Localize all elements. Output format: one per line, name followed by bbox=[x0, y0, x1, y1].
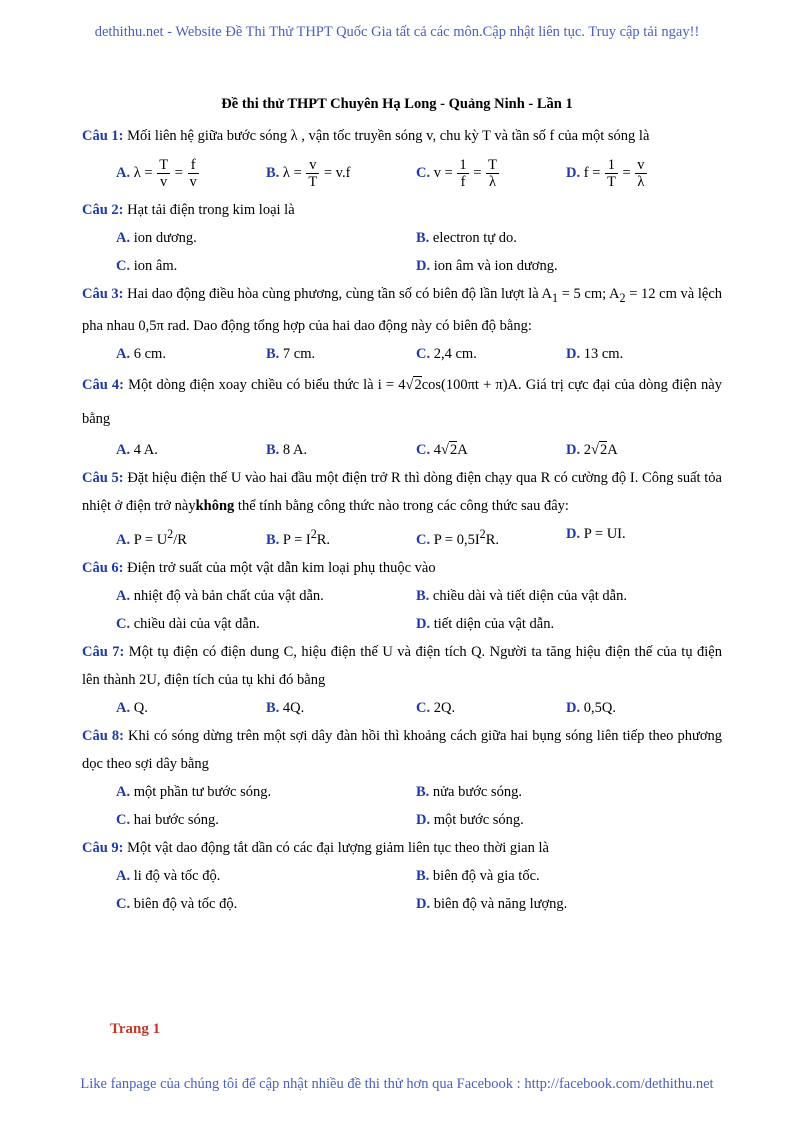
option-b[interactable] bbox=[416, 778, 716, 806]
option-text: R. bbox=[485, 531, 499, 548]
option-text: ion dương. bbox=[133, 230, 197, 246]
exam-title: Đề thi thử THPT Chuyên Hạ Long - Quảng Ninh - Lần 1 bbox=[221, 96, 573, 112]
option-text: 7 cm. bbox=[282, 345, 316, 362]
superscript: 2 bbox=[479, 526, 486, 541]
option-text: Q. bbox=[133, 699, 148, 716]
question-8 bbox=[82, 722, 722, 778]
question-text: Đặt hiệu điện thế U vào hai đầu một điện trở R thì dòng điện chạy qua R có cường độ I. Công suất tỏa nhiệt ở điện trở này bbox=[82, 469, 722, 514]
question-text: . Giá trị cực đại của dòng điện này bằng bbox=[82, 376, 722, 427]
option-a[interactable]: A. λ = $\frac{T}{v}$ = $\frac{f}{v}$ bbox=[116, 157, 197, 191]
option-label: A. bbox=[116, 699, 131, 716]
option-text: A bbox=[607, 441, 618, 458]
emphasis-text: không bbox=[195, 497, 235, 514]
option-c[interactable]: C. v = $\frac{1}{f}$ = $\frac{T}{\lambda}$ bbox=[416, 157, 497, 191]
question-label: Câu 4: bbox=[82, 376, 124, 393]
option-text: 0,5Q. bbox=[583, 699, 616, 716]
option-label: B. bbox=[416, 230, 430, 246]
exam-content bbox=[82, 122, 722, 918]
question-2 bbox=[82, 196, 722, 224]
option-text: một phần tư bước sóng. bbox=[133, 783, 272, 800]
option-d[interactable] bbox=[416, 252, 716, 280]
option-text: chiều dài và tiết diện của vật dẫn. bbox=[432, 587, 627, 604]
question-6 bbox=[82, 554, 722, 582]
option-b[interactable]: B. λ = $\frac{v}{T}$ = v.f bbox=[266, 157, 351, 191]
option-d[interactable] bbox=[566, 694, 716, 722]
option-a[interactable] bbox=[116, 224, 416, 252]
superscript: 2 bbox=[310, 526, 317, 541]
question-5-options bbox=[82, 520, 722, 554]
option-label: D. bbox=[416, 895, 431, 912]
question-label: Câu 6: bbox=[82, 559, 124, 576]
footer-link[interactable]: Like fanpage của chúng tôi để cập nhật nhiều đề thi thử hơn qua Facebook : http://facebook.com/dethithu.net bbox=[80, 1076, 714, 1092]
page-number: Trang 1 bbox=[110, 1021, 161, 1037]
option-b[interactable] bbox=[266, 436, 416, 464]
option-b[interactable] bbox=[266, 694, 416, 722]
question-9-options bbox=[82, 862, 722, 918]
option-c[interactable] bbox=[116, 610, 416, 638]
option-c[interactable]: C. 4√2A bbox=[416, 441, 468, 458]
question-label: Câu 8: bbox=[82, 727, 124, 744]
question-7 bbox=[82, 638, 722, 694]
question-text: Điện trở suất của một vật dẫn kim loại phụ thuộc vào bbox=[127, 559, 436, 576]
option-label: B. bbox=[416, 867, 430, 884]
option-label: A. bbox=[116, 783, 131, 800]
option-text: 8 A. bbox=[282, 441, 308, 458]
option-text: 6 cm. bbox=[133, 345, 166, 362]
question-text: Một dòng điện xoay chiều có biểu thức là i = 4 bbox=[128, 376, 406, 393]
question-text: Hai dao động điều hòa cùng phương, cùng tần số có biên độ lần lượt là A bbox=[127, 286, 553, 302]
option-a[interactable] bbox=[116, 520, 266, 554]
option-a[interactable] bbox=[116, 340, 266, 368]
option-text: 4Q. bbox=[282, 699, 305, 716]
option-text: P = 0,5I bbox=[433, 531, 480, 548]
option-d[interactable]: D. 2√2A bbox=[566, 441, 618, 458]
option-text: 2 bbox=[583, 441, 591, 458]
option-label: B. bbox=[266, 165, 280, 181]
option-text: tiết diện của vật dẫn. bbox=[433, 615, 555, 632]
sqrt-arg: 2 bbox=[599, 441, 608, 458]
option-label: B. bbox=[266, 441, 280, 458]
option-text: P = I bbox=[282, 531, 311, 548]
option-label: D. bbox=[566, 699, 581, 716]
question-text: Mối liên hệ giữa bước sóng λ , vận tốc truyền sóng v, chu kỳ T và tần số f của một sóng là bbox=[127, 128, 650, 144]
option-a[interactable] bbox=[116, 778, 416, 806]
option-label: C. bbox=[116, 615, 131, 632]
question-label: Câu 5: bbox=[82, 469, 124, 486]
question-4: Câu 4: Một dòng điện xoay chiều có biểu thức là i = 4√2cos(100πt + π)A. Giá trị cực đại của dòng điện này bằng bbox=[82, 376, 722, 427]
question-label: Câu 2: bbox=[82, 202, 124, 218]
option-c[interactable] bbox=[116, 890, 416, 918]
question-label: Câu 7: bbox=[82, 643, 125, 660]
header-banner-link[interactable]: dethithu.net - Website Đề Thi Thử THPT Quốc Gia tất cả các môn.Cập nhật liên tục. Truy cập tải ngay!! bbox=[94, 24, 700, 40]
option-d[interactable]: D. f = $\frac{1}{T}$ = $\frac{v}{\lambda}$ bbox=[566, 157, 645, 191]
option-label: B. bbox=[266, 345, 280, 362]
question-1 bbox=[82, 122, 722, 150]
option-c[interactable] bbox=[416, 520, 566, 554]
question-3 bbox=[82, 280, 722, 340]
option-label: A. bbox=[116, 441, 131, 458]
option-text: R. bbox=[316, 531, 331, 548]
question-2-options bbox=[82, 224, 722, 280]
option-a[interactable] bbox=[116, 694, 266, 722]
question-1-options bbox=[82, 150, 722, 196]
option-label: C. bbox=[116, 895, 131, 912]
option-c[interactable] bbox=[116, 806, 416, 834]
option-d[interactable] bbox=[416, 610, 716, 638]
option-label: C. bbox=[416, 345, 431, 362]
question-6-options bbox=[82, 582, 722, 638]
option-text: một bước sóng. bbox=[433, 811, 524, 828]
option-label: C. bbox=[116, 258, 131, 274]
option-label: A. bbox=[116, 345, 131, 362]
option-label: C. bbox=[416, 699, 431, 716]
sqrt-arg: 2 bbox=[414, 376, 422, 393]
option-text: 13 cm. bbox=[583, 345, 624, 362]
option-label: B. bbox=[266, 531, 280, 548]
option-text: biên độ và tốc độ. bbox=[133, 895, 238, 912]
question-text: Hạt tải điện trong kim loại là bbox=[127, 202, 295, 218]
option-label: D. bbox=[416, 615, 431, 632]
option-text: biên độ và năng lượng. bbox=[433, 895, 568, 912]
question-label: Câu 3: bbox=[82, 286, 124, 302]
option-d[interactable] bbox=[566, 520, 716, 554]
question-3-options bbox=[82, 340, 722, 368]
option-b[interactable] bbox=[416, 582, 716, 610]
question-7-options bbox=[82, 694, 722, 722]
option-label: A. bbox=[116, 230, 131, 246]
question-text: = 5 cm; A bbox=[558, 286, 620, 302]
sqrt-arg: 2 bbox=[449, 441, 458, 458]
option-b[interactable] bbox=[266, 520, 416, 554]
question-5 bbox=[82, 464, 722, 520]
option-text: electron tự do. bbox=[432, 230, 517, 246]
question-9 bbox=[82, 834, 722, 862]
option-label: B. bbox=[416, 587, 430, 604]
question-text: Khi có sóng dừng trên một sợi dây đàn hồi thì khoảng cách giữa hai bụng sóng liên tiếp theo phương dọc theo sợi dây bằng bbox=[82, 727, 723, 772]
formula: cos(100πt + π)A bbox=[421, 376, 519, 393]
option-a[interactable] bbox=[116, 582, 416, 610]
option-text: biên độ và gia tốc. bbox=[432, 867, 540, 884]
option-label: D. bbox=[566, 525, 581, 542]
option-a[interactable] bbox=[116, 862, 416, 890]
option-text: P = UI. bbox=[583, 525, 626, 542]
option-text: ion âm và ion dương. bbox=[433, 258, 558, 274]
option-label: B. bbox=[266, 699, 280, 716]
option-label: B. bbox=[416, 783, 430, 800]
option-label: D. bbox=[416, 258, 431, 274]
option-text: nhiệt độ và bản chất của vật dẫn. bbox=[133, 587, 324, 604]
question-text: thể tính bằng công thức nào trong các công thức sau đây: bbox=[234, 497, 569, 514]
option-label: D. bbox=[566, 441, 581, 458]
option-label: D. bbox=[416, 811, 431, 828]
option-b[interactable] bbox=[266, 340, 416, 368]
option-label: C. bbox=[116, 811, 131, 828]
option-c[interactable] bbox=[116, 252, 416, 280]
option-label: D. bbox=[566, 345, 581, 362]
option-a[interactable] bbox=[116, 436, 266, 464]
question-text: = 12 cm và lệch pha nhau 0,5π rad. Dao động tổng hợp của hai dao động này có biên độ bằng: bbox=[82, 286, 723, 334]
option-text: 4 bbox=[433, 441, 441, 458]
option-d[interactable] bbox=[416, 806, 716, 834]
option-label: C. bbox=[416, 441, 431, 458]
option-text: li độ và tốc độ. bbox=[133, 867, 221, 884]
option-label: C. bbox=[416, 531, 431, 548]
option-label: A. bbox=[116, 165, 131, 181]
option-text: /R bbox=[173, 531, 187, 548]
option-text: ion âm. bbox=[133, 258, 178, 274]
option-label: A. bbox=[116, 867, 131, 884]
option-c[interactable] bbox=[416, 340, 566, 368]
option-text: 4 A. bbox=[133, 441, 158, 458]
option-d[interactable] bbox=[566, 340, 716, 368]
subscript: 2 bbox=[619, 290, 626, 305]
question-label: Câu 9: bbox=[82, 839, 124, 856]
option-text: 2Q. bbox=[433, 699, 456, 716]
question-8-options bbox=[82, 778, 722, 834]
question-label: Câu 1: bbox=[82, 128, 124, 144]
option-label: C. bbox=[416, 165, 431, 181]
question-text: Một tụ điện có điện dung C, hiệu điện thế U và điện tích Q. Người ta tăng hiệu điện thế của tụ điện lên thành 2U, điện tích của tụ khi đó bằng bbox=[82, 643, 722, 688]
option-label: A. bbox=[116, 531, 131, 548]
option-b[interactable] bbox=[416, 862, 716, 890]
option-c[interactable] bbox=[416, 694, 566, 722]
option-text: hai bước sóng. bbox=[133, 811, 219, 828]
option-text: P = U bbox=[133, 531, 168, 548]
superscript: 2 bbox=[167, 526, 174, 541]
subscript: 1 bbox=[552, 290, 559, 305]
option-label: A. bbox=[116, 587, 131, 604]
option-b[interactable] bbox=[416, 224, 716, 252]
option-text: A bbox=[457, 441, 468, 458]
question-4-options bbox=[82, 436, 722, 464]
option-label: D. bbox=[566, 165, 581, 181]
option-text: 2,4 cm. bbox=[433, 345, 477, 362]
option-d[interactable] bbox=[416, 890, 716, 918]
option-text: chiều dài của vật dẫn. bbox=[133, 615, 260, 632]
question-text: Một vật dao động tắt dần có các đại lượng giảm liên tục theo thời gian là bbox=[127, 839, 549, 856]
option-text: nửa bước sóng. bbox=[432, 783, 522, 800]
